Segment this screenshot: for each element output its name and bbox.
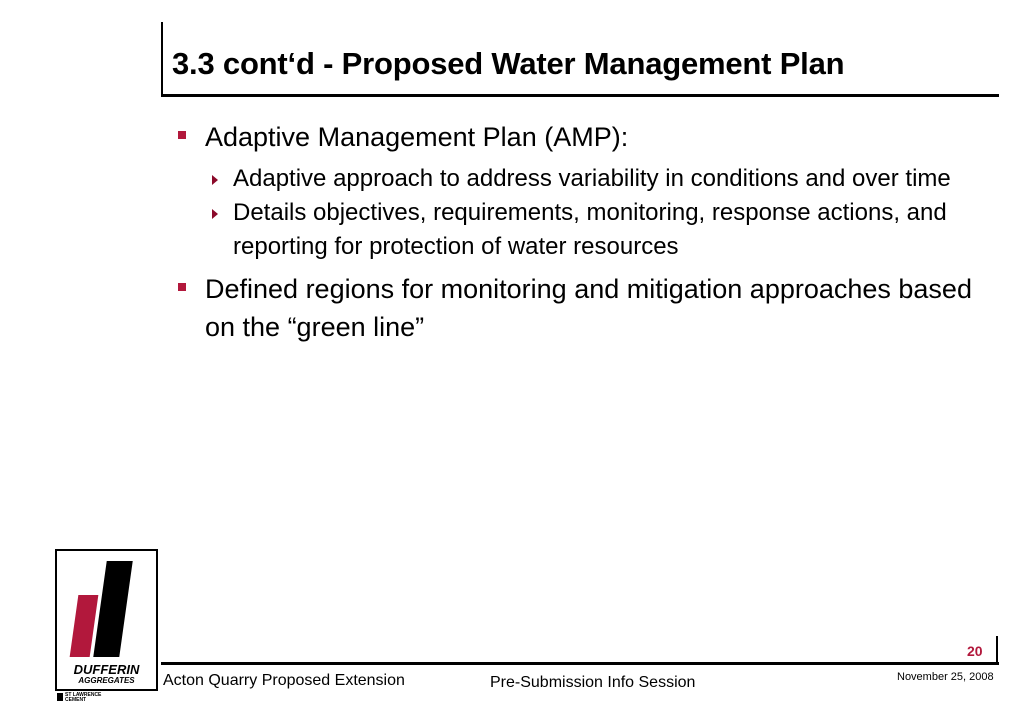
sub-bullet-item <box>175 162 973 196</box>
slide-content <box>175 118 995 346</box>
st-lawrence-icon <box>57 693 63 701</box>
st-lawrence-logo-text <box>65 693 101 703</box>
bullet-text: Defined regions for monitoring and mitigation approaches based on the “green line” <box>205 274 972 342</box>
page-number: 20 <box>967 643 983 659</box>
triangle-bullet-icon <box>212 175 218 185</box>
bullet-text: Adaptive Management Plan (AMP): <box>205 122 629 152</box>
footer-date: November 25, 2008 <box>897 671 994 683</box>
bullet-item <box>175 270 995 346</box>
logo-black-stripe <box>93 561 132 657</box>
footer-rule <box>161 662 999 665</box>
sub-bullet-text: Details objectives, requirements, monitoring, response actions, and reporting for protection of water resources <box>233 199 947 260</box>
sub-bullet-text: Adaptive approach to address variability in conditions and over time <box>233 165 951 192</box>
sub-bullet-item <box>175 196 973 264</box>
bullet-item <box>175 118 995 156</box>
square-bullet-icon <box>178 131 186 139</box>
sub-brand-line2: CEMENT <box>65 697 87 703</box>
footer-session-name: Pre-Submission Info Session <box>490 674 696 691</box>
square-bullet-icon <box>178 283 186 291</box>
footer-project-name: Acton Quarry Proposed Extension <box>163 672 405 689</box>
title-vertical-rule <box>161 22 163 96</box>
logo-name-line2: AGGREGATES <box>78 676 135 685</box>
logo-name-line1: DUFFERIN <box>73 662 140 677</box>
title-horizontal-rule <box>161 94 999 97</box>
dufferin-logo <box>55 549 158 691</box>
slide-title: 3.3 cont‘d - Proposed Water Management Plan <box>172 46 845 81</box>
page-number-rule <box>996 636 998 662</box>
sub-brand-line1: ST LAWRENCE <box>65 692 102 698</box>
triangle-bullet-icon <box>212 209 218 219</box>
